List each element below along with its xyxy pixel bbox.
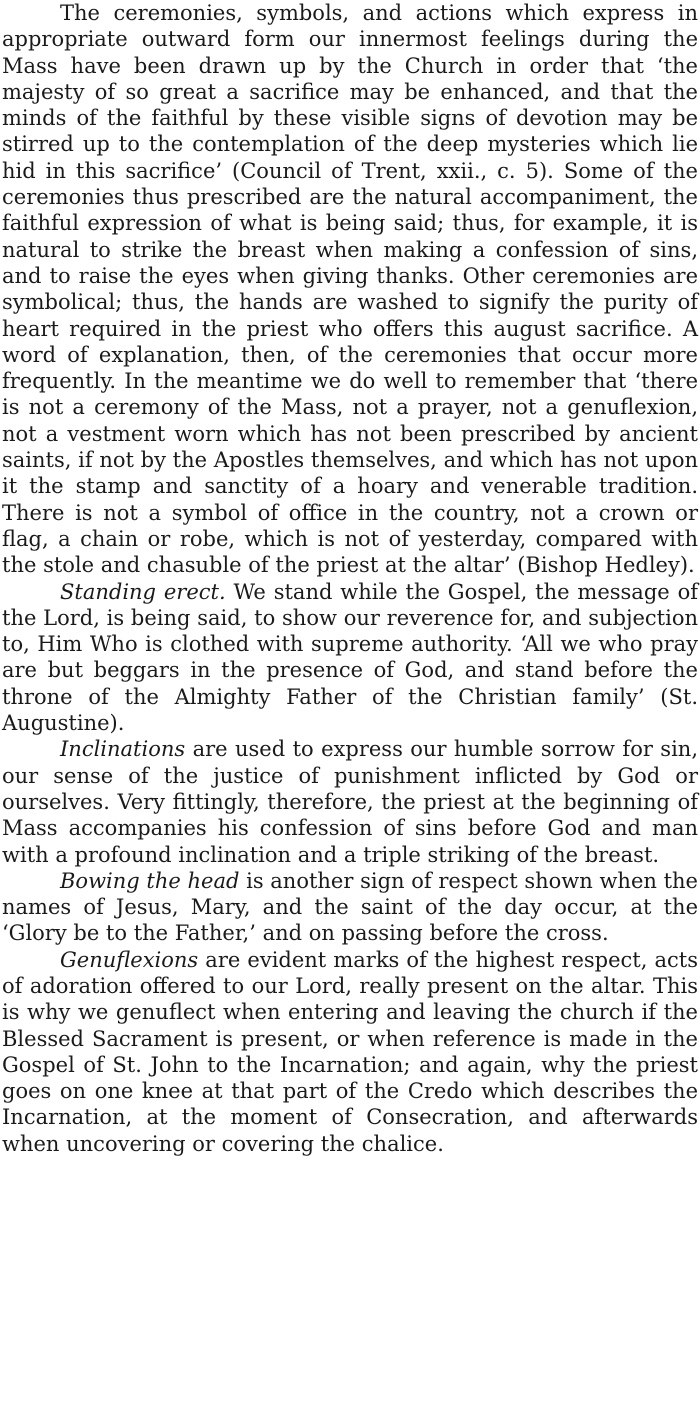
paragraph-lead: Standing erect. [60,579,226,604]
paragraph-body: is another sign of respect shown when the names of Jesus, Mary, and the saint of the day occur, at the ‘Glory be to the Father,’ and on passing before the cross. [2,868,698,946]
paragraph-lead: Bowing the head [60,868,240,893]
paragraph-body: are evident marks of the highest respect, acts of adoration offered to our Lord, really present on the altar. This is why we genuflect when entering and leaving the church if the Blessed Sacrament is present, or when reference is made in the Gospel of St. John to the Incarnation; and again, why the priest goes on one knee at that part of the Credo which describes the Incarnation, at the moment of Consecration, and afterwards when uncovering or covering the chalice. [2,947,698,1156]
paragraph-lead: Genuflexions [60,947,199,972]
paragraph-inclinations [2,736,698,867]
paragraph-lead: Inclinations [60,737,186,762]
paragraph-body: We stand while the Gospel, the message of the Lord, is being said, to show our reverence for, and subjection to, Him Who is clothed with supreme authority. ‘All we who pray are but beggars in the presence of God, and stand before the throne of the Almighty Father of the Christian family’ (St. Augustine). [2,579,698,736]
paragraph-standing-erect [2,579,698,737]
paragraph-ceremonies-intro [2,0,698,579]
paragraph-genuflexions [2,947,698,1157]
paragraph-body: The ceremonies, symbols, and actions which express in appropriate outward form our innermost feelings during the Mass have been drawn up by the Church in order that ‘the majesty of so great a sacrifice may be enhanced, and that the minds of the faithful by these visible signs of devotion may be stirred up to the contemplation of the deep mysteries which lie hid in this sacrifice’ (Council of Trent, xxii., c. 5). Some of the ceremonies thus prescribed are the natural accompaniment, the faithful expression of what is being said; thus, for example, it is natural to strike the breast when making a confession of sins, and to raise the eyes when giving thanks. Other ceremonies are symbolical; thus, the hands are washed to signify the purity of heart required in the priest who offers this august sacrifice. A word of explanation, then, of the ceremonies that occur more frequently. In the meantime we do well to remember that ‘there is not a ceremony of the Mass, not a prayer, not a genuflexion, not a vestment worn which has not been prescribed by ancient saints, if not by the Apostles themselves, and which has not upon it the stamp and sanctity of a hoary and venerable tradition. There is not a symbol of office in the country, not a crown or flag, a chain or robe, which is not of yesterday, compared with the stole and chasuble of the priest at the altar’ (Bishop Hedley). [2,1,698,578]
document-page [2,0,698,1157]
paragraph-bowing-the-head [2,868,698,947]
paragraph-body: are used to express our humble sorrow for sin, our sense of the justice of punishment inflicted by God or ourselves. Very fittingly, therefore, the priest at the beginning of Mass accompanies his confession of sins before God and man with a profound inclination and a triple striking of the breast. [2,737,698,867]
